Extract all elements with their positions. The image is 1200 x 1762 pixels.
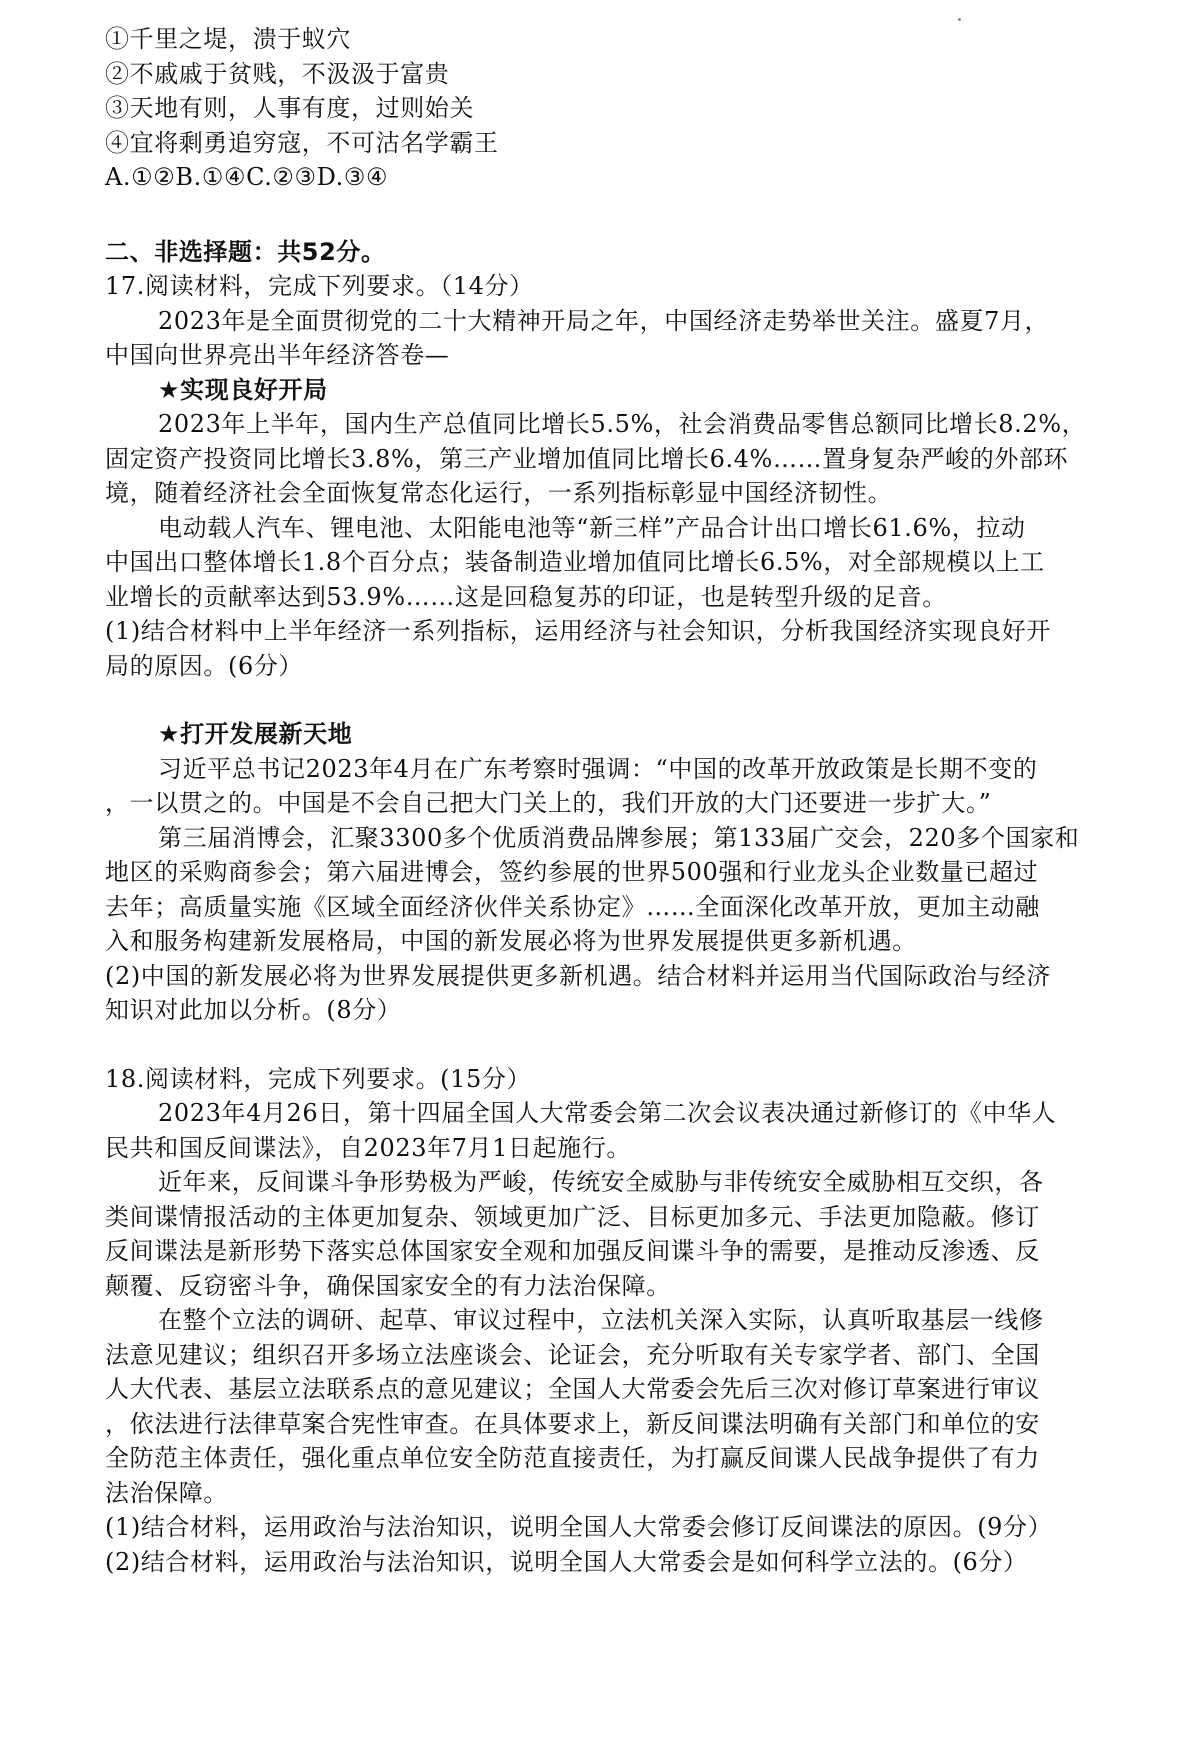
previous-question-options bbox=[105, 22, 1145, 195]
spacer bbox=[105, 1028, 1145, 1062]
sub-question: (2)中国的新发展必将为世界发展提供更多新机遇。结合材料并运用当代国际政治与经济 bbox=[105, 961, 1051, 990]
question-title: 18.阅读材料，完成下列要求。(15分） bbox=[105, 1064, 532, 1093]
paragraph-line: 习近平总书记2023年4月在广东考察时强调：“中国的改革开放政策是长期不变的 bbox=[158, 754, 1038, 783]
option-line: ②不戚戚于贫贱，不汲汲于富贵 bbox=[105, 59, 450, 88]
sub-question: (1)结合材料，运用政治与法治知识，说明全国人大常委会修订反间谍法的原因。(9分） bbox=[105, 1513, 1053, 1541]
paragraph-line: 固定资产投资同比增长3.8%，第三产业增加值同比增长6.4%……置身复杂严峻的外部环 bbox=[105, 444, 1069, 473]
paragraph-line: ，依法进行法律草案合宪性审查。在具体要求上，新反间谍法明确有关部门和单位的安 bbox=[105, 1409, 1040, 1438]
sub-question: (1)结合材料中上半年经济一系列指标，运用经济与社会知识，分析我国经济实现良好开 bbox=[105, 617, 1051, 645]
paragraph-line: 类间谍情报活动的主体更加复杂、领域更加广泛、目标更加多元、手法更加隐蔽。修订 bbox=[105, 1202, 1040, 1231]
paragraph-line: 在整个立法的调研、起草、审议过程中，立法机关深入实际，认真听取基层一线修 bbox=[158, 1306, 1044, 1334]
sub-question: 知识对此加以分析。(8分） bbox=[105, 996, 402, 1024]
paragraph-line: 入和服务构建新发展格局，中国的新发展必将为世界发展提供更多新机遇。 bbox=[105, 927, 917, 955]
paragraph-line: 近年来，反间谍斗争形势极为严峻，传统安全威胁与非传统安全威胁相互交织，各 bbox=[158, 1168, 1044, 1196]
paragraph-line: 2023年上半年，国内生产总值同比增长5.5%，社会消费品零售总额同比增长8.2%， bbox=[158, 410, 1087, 438]
paragraph-line: 法治保障。 bbox=[105, 1478, 228, 1507]
paragraph-line: 业增长的贡献率达到53.9%……这是回稳复苏的印证，也是转型升级的足音。 bbox=[105, 582, 947, 611]
scan-speck bbox=[958, 18, 961, 21]
spacer bbox=[105, 683, 1145, 717]
answer-choices: A.①②B.①④C.②③D.③④ bbox=[105, 163, 389, 191]
question-18 bbox=[105, 1062, 1145, 1580]
subsection-heading: ★打开发展新天地 bbox=[158, 720, 353, 748]
question-title: 17.阅读材料，完成下列要求。（14分） bbox=[105, 272, 534, 300]
option-line: ④宜将剩勇追穷寇，不可沽名学霸王 bbox=[105, 128, 499, 157]
paragraph-line: 电动载人汽车、锂电池、太阳能电池等“新三样”产品合计出口增长61.6%，拉动 bbox=[158, 513, 1026, 542]
paragraph-line: 法意见建议；组织召开多场立法座谈会、论证会，充分听取有关专家学者、部门、全国 bbox=[105, 1340, 1040, 1369]
paragraph-line: 第三届消博会，汇聚3300多个优质消费品牌参展；第133届广交会，220多个国家和 bbox=[158, 823, 1080, 852]
subsection-heading: ★实现良好开局 bbox=[158, 375, 328, 404]
paragraph-line: 中国向世界亮出半年经济答卷— bbox=[105, 341, 450, 369]
spacer bbox=[105, 195, 1145, 235]
paragraph-line: 地区的采购商参会；第六届进博会，签约参展的世界500强和行业龙头企业数量已超过 bbox=[105, 858, 1039, 886]
paragraph-line: 2023年是全面贯彻党的二十大精神开局之年，中国经济走势举世关注。盛夏7月， bbox=[158, 306, 1050, 335]
sub-question: (2)结合材料，运用政治与法治知识，说明全国人大常委会是如何科学立法的。(6分） bbox=[105, 1547, 1028, 1576]
exam-page bbox=[105, 22, 1145, 1579]
paragraph-line: 境，随着经济社会全面恢复常态化运行，一系列指标彰显中国经济韧性。 bbox=[105, 479, 893, 507]
paragraph-line: 2023年4月26日，第十四届全国人大常委会第二次会议表决通过新修订的《中华人 bbox=[158, 1099, 1057, 1127]
paragraph-line: 全防范主体责任，强化重点单位安全防范直接责任，为打赢反间谍人民战争提供了有力 bbox=[105, 1444, 1040, 1472]
paragraph-line: 去年；高质量实施《区域全面经济伙伴关系协定》……全面深化改革开放，更加主动融 bbox=[105, 892, 1040, 921]
paragraph-line: 中国出口整体增长1.8个百分点；装备制造业增加值同比增长6.5%，对全部规模以上工 bbox=[105, 548, 1045, 576]
option-line: ①千里之堤，溃于蚁穴 bbox=[105, 25, 351, 53]
question-17 bbox=[105, 269, 1145, 1028]
paragraph-line: 民共和国反间谍法》，自2023年7月1日起施行。 bbox=[105, 1133, 632, 1162]
paragraph-line: 颠覆、反窃密斗争，确保国家安全的有力法治保障。 bbox=[105, 1271, 671, 1300]
sub-question: 局的原因。(6分） bbox=[105, 651, 304, 680]
option-line: ③天地有则，人事有度，过则始关 bbox=[105, 94, 474, 122]
section-title: 二、非选择题：共52分。 bbox=[105, 237, 386, 266]
paragraph-line: 反间谍法是新形势下落实总体国家安全观和加强反间谍斗争的需要，是推动反渗透、反 bbox=[105, 1237, 1040, 1265]
paragraph-line: 人大代表、基层立法联系点的意见建议；全国人大常委会先后三次对修订草案进行审议 bbox=[105, 1375, 1040, 1403]
paragraph-line: ，一以贯之的。中国是不会自己把大门关上的，我们开放的大门还要进一步扩大。” bbox=[105, 789, 992, 817]
